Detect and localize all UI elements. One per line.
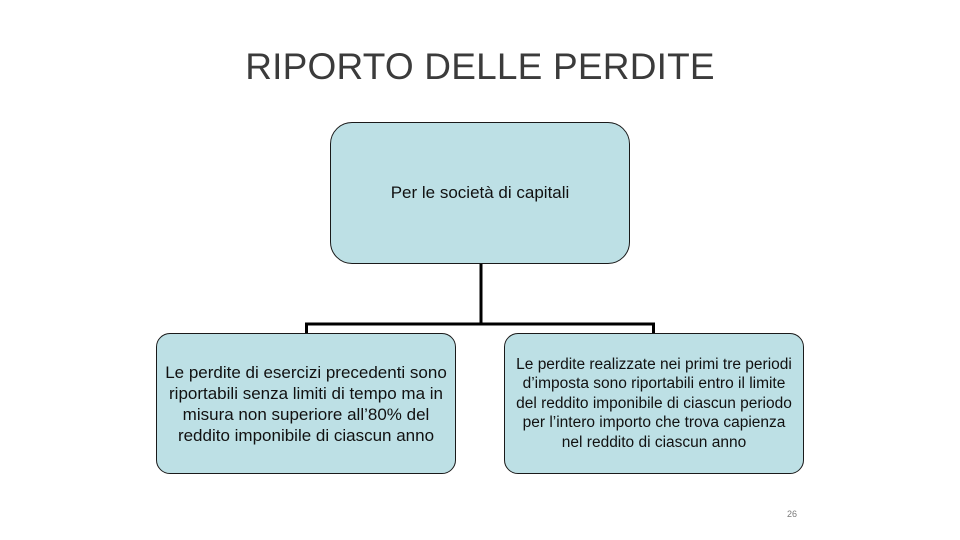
child-node-left-text: Le perdite di esercizi precedenti sono riportabili senza limiti di tempo ma in misura non superiore all’80% del reddito imponibile di ciascun anno (165, 362, 447, 445)
child-node-right (504, 333, 804, 474)
slide-title: RIPORTO DELLE PERDITE (245, 46, 715, 87)
root-node (330, 122, 630, 264)
page-number: 26 (786, 509, 797, 519)
child-node-left (156, 333, 456, 474)
child-node-right-text: Le perdite realizzate nei primi tre periodi d’imposta sono riportabili entro il limite del reddito imponibile di ciascun periodo per l’intero importo che trova capienza nel reddito di ciascun anno (516, 355, 792, 451)
root-node-text: Per le società di capitali (390, 183, 570, 202)
